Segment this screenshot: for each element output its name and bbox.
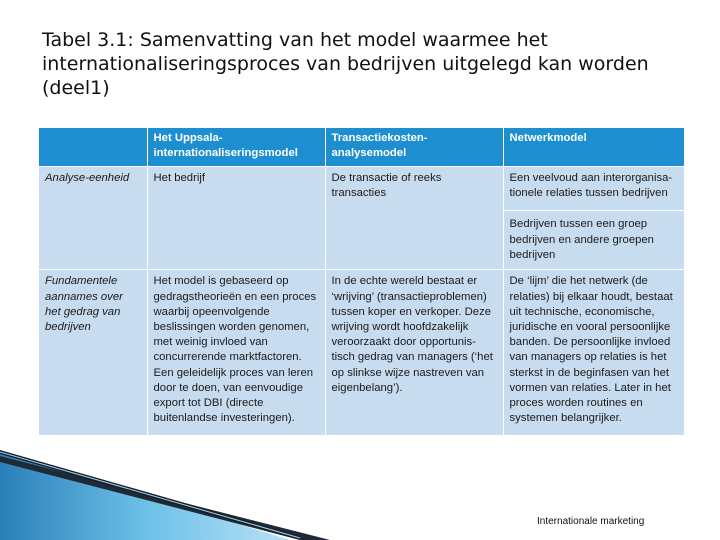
- table-row: [39, 270, 684, 435]
- column-header-0: [39, 128, 147, 167]
- cell-paragraph: Het bedrijf: [153, 172, 205, 184]
- column-header-3: Netwerkmodel: [503, 128, 684, 167]
- table-cell: [503, 270, 684, 435]
- summary-table: [39, 128, 684, 435]
- table-cell: [147, 270, 325, 435]
- table-cell: [503, 167, 684, 270]
- footer-label: Internationale marketing: [537, 516, 645, 527]
- column-header-1: Het Uppsala- internationaliseringsmodel: [147, 128, 325, 167]
- table-cell: [325, 167, 503, 270]
- cell-paragraph: In de echte wereld bestaat er ‘wrijving’ (transactieproblemen) tussen koper en verkoper. Deze wrijving wordt hoofdzakelijk veroorzaakt door opportunis-tisch gedrag van managers (‘het op slinkse wijze nastreven van eigenbelang’).: [331, 275, 493, 394]
- column-header-2: Transactiekosten- analysemodel: [325, 128, 503, 167]
- table-cell: [325, 270, 503, 435]
- cell-paragraph: De transactie of reeks transacties: [331, 172, 442, 200]
- cell-paragraph: Het model is gebaseerd op gedragstheorieën en een proces waarbij opeenvolgende beslissingen worden genomen, met weinig invloed van concurrerende marktfactoren. Een geleidelijk proces van leren door te doen, van eenvoudige export tot DBI (directe buitenlandse investeringen).: [153, 275, 317, 425]
- row-label: Fundamentele aannames over het gedrag van bedrijven: [39, 270, 147, 435]
- table-cell: [147, 167, 325, 270]
- cell-paragraph: Een veelvoud aan interorganisa-tionele relaties tussen bedrijven: [509, 172, 673, 200]
- row-label: Analyse-eenheid: [39, 167, 147, 270]
- page-title: Tabel 3.1: Samenvatting van het model waarmee het internationaliseringsproces van bedrijven uitgelegd kan worden (deel1): [42, 29, 649, 99]
- table-header-row: [39, 128, 684, 167]
- cell-paragraph: De ‘lijm’ die het netwerk (de relaties) bij elkaar houdt, bestaat uit technische, economische, juridische en vooral persoonlijke banden. De persoonlijke invloed van managers op relaties is het sterkst in de beginfasen van het vormen van relaties. Later in het proces worden routines en systemen belangrijker.: [509, 275, 673, 425]
- table-row: [39, 167, 684, 270]
- cell-paragraph: Bedrijven tussen een groep bedrijven en andere groepen bedrijven: [504, 210, 685, 263]
